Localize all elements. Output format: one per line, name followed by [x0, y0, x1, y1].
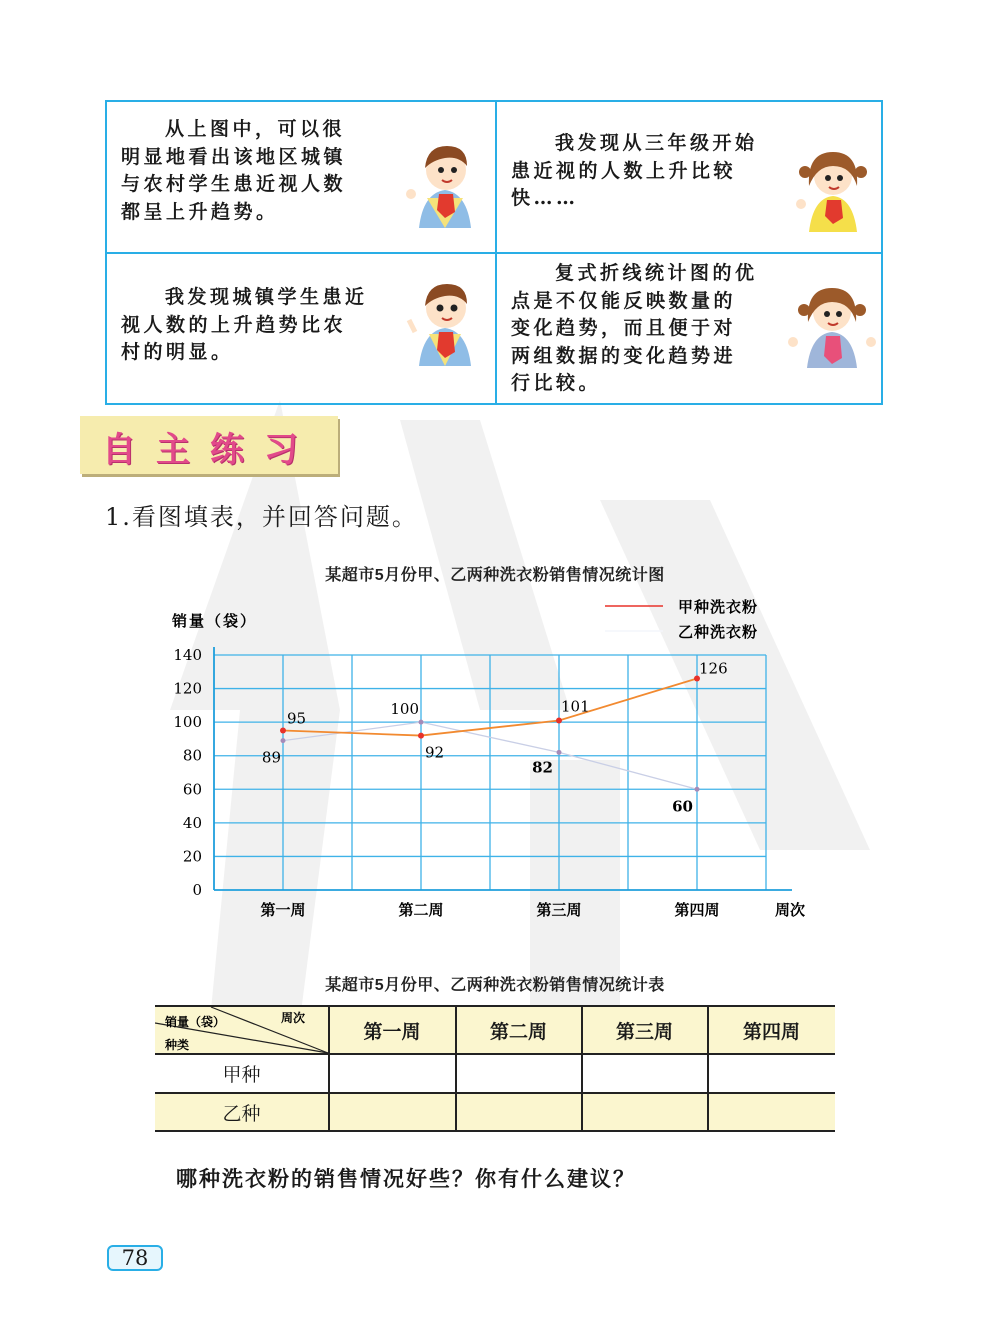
- speech-line: 从上图中，可以很: [165, 118, 346, 140]
- y-axis-label: 销量（袋）: [172, 612, 258, 630]
- legend-label-yi: 乙种洗衣粉: [678, 623, 759, 641]
- data-label-yi: 60: [672, 797, 693, 816]
- speech-line: 变化趋势，而且便于对: [511, 317, 737, 339]
- y-ticks: [173, 646, 202, 899]
- data-label-yi: 89: [261, 748, 281, 767]
- speech-line: 快……: [511, 187, 579, 209]
- x-tick-label: 第四周: [674, 901, 720, 919]
- legend: [605, 598, 758, 641]
- x-axis-label: 周次: [775, 901, 806, 919]
- data-point-yi: [557, 750, 562, 755]
- speech-line: 两组数据的变化趋势进: [511, 344, 737, 367]
- data-label-jia: 95: [287, 709, 307, 728]
- y-tick-label: 20: [182, 847, 202, 866]
- row-label: 甲种: [222, 1064, 261, 1086]
- speech-line: 村的明显。: [121, 341, 234, 363]
- chart-title: 某超市5月份甲、乙两种洗衣粉销售情况统计图: [325, 567, 665, 584]
- column-header: 第四周: [742, 1020, 800, 1043]
- speech-text: [121, 284, 401, 367]
- speech-line: 我发现城镇学生患近: [165, 286, 368, 308]
- exercise-number: 1.: [105, 503, 132, 531]
- speech-bubble: [497, 102, 883, 252]
- data-point-yi: [695, 787, 700, 792]
- x-tick-label: 第一周: [260, 901, 306, 919]
- girl-illustration: [787, 278, 877, 368]
- speech-line: 都呈上升趋势。: [121, 200, 279, 223]
- speech-text: [511, 260, 796, 398]
- row-label: 乙种: [222, 1102, 261, 1125]
- data-point-yi: [419, 720, 424, 725]
- girl-illustration: [793, 142, 873, 232]
- y-tick-label: 140: [173, 646, 202, 664]
- answer-cell[interactable]: [582, 1094, 707, 1130]
- answer-cell[interactable]: [708, 1094, 835, 1130]
- data-point-yi: [281, 738, 286, 743]
- data-label-yi: 100: [390, 700, 419, 719]
- speech-text: [121, 116, 391, 226]
- column-header: 第二周: [489, 1020, 547, 1043]
- column-header: 第三周: [615, 1020, 673, 1043]
- chart-axes: [214, 647, 792, 890]
- boy-illustration: [405, 138, 485, 228]
- y-tick-label: 100: [173, 713, 202, 732]
- y-tick-label: 120: [173, 679, 202, 698]
- data-label-jia: 126: [699, 659, 728, 678]
- data-point-jia: [556, 717, 562, 723]
- data-label-yi: 82: [532, 758, 553, 777]
- speech-line: 与农村学生患近视人数: [121, 173, 347, 195]
- chart-grid: [214, 655, 766, 890]
- x-tick-label: 第三周: [536, 901, 582, 919]
- boy-illustration: [405, 276, 485, 366]
- section-title: 自主练习: [102, 430, 318, 470]
- speech-line: 视人数的上升趋势比农: [121, 313, 347, 336]
- data-point-jia: [418, 733, 424, 739]
- speech-line: 明显地看出该地区城镇: [121, 145, 347, 168]
- corner-label-bottom: 种类: [165, 1038, 190, 1052]
- exercise-text: 看图填表，并回答问题。: [131, 503, 418, 531]
- speech-line: 行比较。: [511, 372, 602, 394]
- sales-table: [155, 1005, 835, 1132]
- speech-bubble: [107, 254, 495, 405]
- exercise-prompt: [105, 497, 418, 532]
- speech-bubble: [497, 254, 883, 405]
- speech-bubble: [107, 102, 495, 252]
- column-header: 第一周: [363, 1020, 421, 1043]
- discussion-question: 哪种洗衣粉的销售情况好些？你有什么建议？: [176, 1166, 636, 1191]
- data-label-jia: 101: [561, 697, 590, 716]
- speech-line: 我发现从三年级开始: [555, 132, 758, 154]
- line-chart: [150, 590, 830, 930]
- data-point-jia: [280, 728, 286, 734]
- speech-line: 患近视的人数上升比较: [511, 159, 737, 182]
- x-ticks: [260, 901, 719, 919]
- y-tick-label: 0: [192, 881, 202, 899]
- x-tick-label: 第二周: [398, 901, 444, 919]
- chart-series: [262, 660, 728, 816]
- answer-cell[interactable]: [329, 1094, 455, 1130]
- corner-label-top: 周次: [281, 1011, 306, 1025]
- table-border: [155, 1130, 835, 1132]
- corner-label-middle: 销量（袋）: [165, 1015, 226, 1029]
- speech-line: 复式折线统计图的优: [555, 262, 758, 284]
- y-tick-label: 80: [182, 746, 202, 765]
- answer-cell[interactable]: [582, 1055, 707, 1092]
- answer-cell[interactable]: [456, 1055, 581, 1092]
- answer-cell[interactable]: [329, 1055, 455, 1092]
- corner-diagonals: [155, 1005, 329, 1055]
- y-tick-label: 60: [182, 780, 202, 799]
- discussion-panel: [105, 100, 883, 405]
- section-banner: [80, 416, 338, 474]
- answer-cell[interactable]: [708, 1055, 835, 1092]
- table-title: 某超市5月份甲、乙两种洗衣粉销售情况统计表: [325, 977, 665, 994]
- speech-text: [511, 130, 791, 213]
- y-tick-label: 40: [182, 813, 202, 832]
- legend-label-jia: 甲种洗衣粉: [678, 598, 759, 616]
- page-number: 78: [107, 1245, 163, 1271]
- answer-cell[interactable]: [456, 1094, 581, 1130]
- data-label-jia: 92: [425, 743, 445, 762]
- speech-line: 点是不仅能反映数量的: [511, 289, 737, 312]
